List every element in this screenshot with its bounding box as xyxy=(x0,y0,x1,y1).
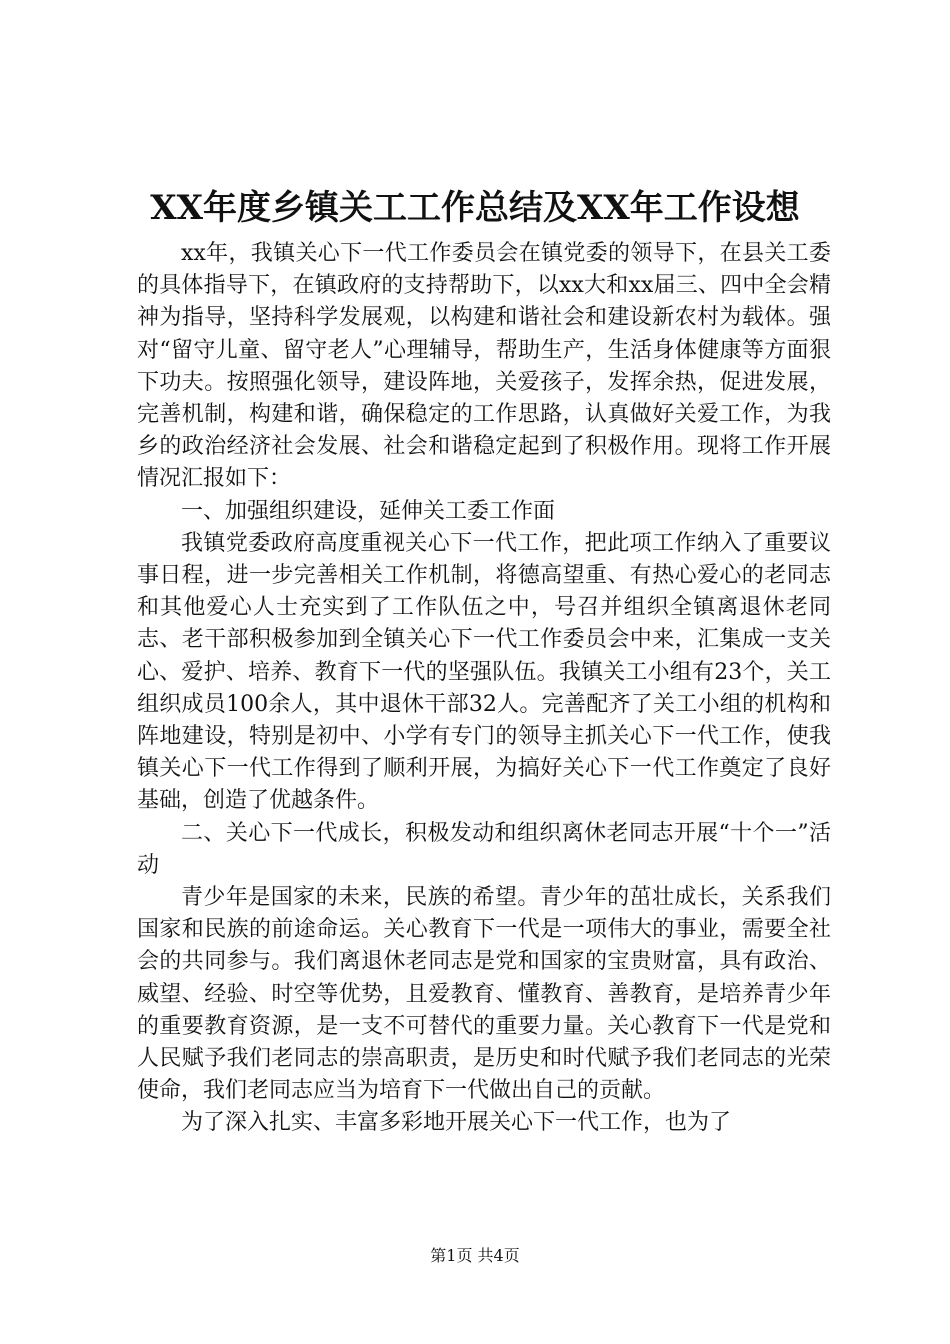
paragraph-section-2: 青少年是国家的未来，民族的希望。青少年的茁壮成长，关系我们国家和民族的前途命运。关心教育下一代是一项伟大的事业，需要全社会的共同参与。我们离退休老同志是党和国家的宝贵财富，具有政治、威望、经验、时空等优势，且爱教育、懂教育、善教育，是培养青少年的重要教育资源，是一支不可替代的重要力量。关心教育下一代是党和人民赋予我们老同志的崇高职责，是历史和时代赋予我们老同志的光荣使命，我们老同志应当为培育下一代做出自己的贡献。 xyxy=(137,885,831,1104)
paragraph-intro: xx年，我镇关心下一代工作委员会在镇党委的领导下，在县关工委的具体指导下，在镇政府的支持帮助下，以xx大和xx届三、四中全会精神为指导，坚持科学发展观，以构建和谐社会和建设新农村为载体。强对“留守儿童、留守老人”心理辅导，帮助生产，生活身体健康等方面狠下功夫。按照强化领导，建设阵地，关爱孩子，发挥余热，促进发展，完善机制，构建和谐，确保稳定的工作思路，认真做好关爱工作，为我乡的政治经济社会发展、社会和谐稳定起到了积极作用。现将工作开展情况汇报如下： xyxy=(137,241,831,492)
section-heading-1: 一、加强组织建设，延伸关工委工作面 xyxy=(181,498,556,524)
paragraph-section-1: 我镇党委政府高度重视关心下一代工作，把此项工作纳入了重要议事日程，进一步完善相关工作机制，将德高望重、有热心爱心的老同志和其他爱心人士充实到了工作队伍之中，号召并组织全镇离退休老同志、老干部积极参加到全镇关心下一代工作委员会中来，汇集成一支关心、爱护、培养、教育下一代的坚强队伍。我镇关工小组有23个，关工组织成员100余人，其中退休干部32人。完善配齐了关工小组的机构和阵地建设，特别是初中、小学有专门的领导主抓关心下一代工作，使我镇关心下一代工作得到了顺利开展，为搞好关心下一代工作奠定了良好基础，创造了优越条件。 xyxy=(137,530,831,814)
paragraph-continued: 为了深入扎实、丰富多彩地开展关心下一代工作，也为了 xyxy=(181,1110,732,1136)
section-heading-2: 二、关心下一代成长，积极发动和组织离休老同志开展“十个一”活动 xyxy=(137,820,831,878)
page-footer: 第1页 共4页 xyxy=(430,1246,520,1265)
document-body xyxy=(137,238,831,1140)
document-title: XX年度乡镇关工工作总结及XX年工作设想 xyxy=(150,188,800,228)
